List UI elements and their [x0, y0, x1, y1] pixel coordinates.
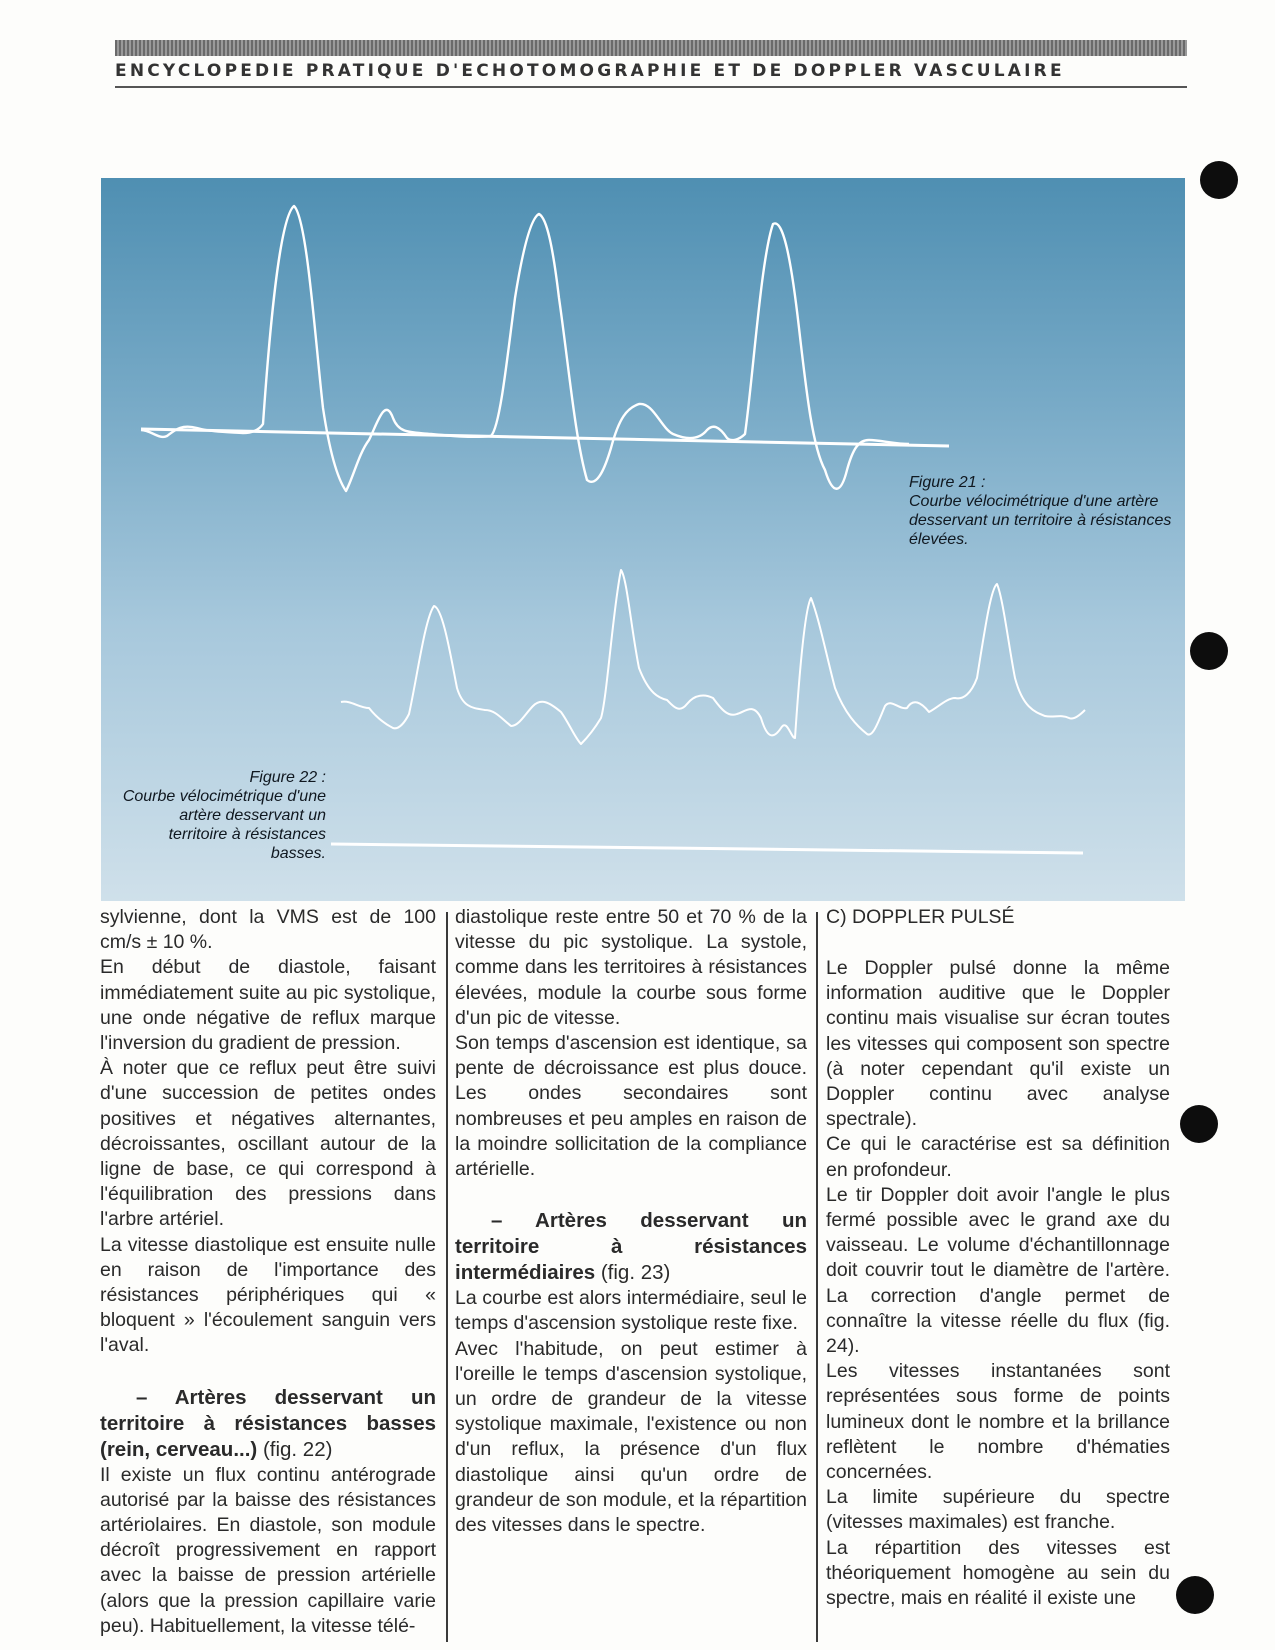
- figure-21-text: Courbe vélocimétrique d'une artère desservant un territoire à résistances élevées.: [909, 493, 1172, 548]
- punch-hole-2: [1190, 632, 1228, 670]
- col1-paragraph-5: Il existe un flux continu antérograde autorisé par la baisse des résistances artériolaires. En diastole, son module décroît progressivement en rapport avec la baisse de pression artérielle (alors que la pression capillaire varie peu). Habituellement, la vitesse télé-: [100, 1463, 436, 1637]
- col1-paragraph-1: sylvienne, dont la VMS est de 100 cm/s ± 10 %.: [100, 906, 436, 954]
- col2-subheading-text: – Artères desservant un territoire à résistances intermédiaires: [455, 1209, 807, 1285]
- text-column-3: [826, 905, 1170, 1611]
- fig21-curve: [141, 206, 909, 491]
- col1-paragraph-3: À noter que ce reflux peut être suivi d'une succession de petites ondes positives et négatives alternantes, décroissantes, oscillant autour de la ligne de base, ce qui correspond à l'équilibration des pressions dans l'arbre artériel.: [100, 1057, 436, 1231]
- fig22-curve: [341, 570, 1085, 744]
- col3-paragraph-2: Ce qui le caractérise est sa définition en profondeur.: [826, 1133, 1170, 1181]
- col2-paragraph-2: Son temps d'ascension est identique, sa pente de décroissance est plus douce. Les ondes secondaires sont nombreuses et peu amples en raison de la moindre sollicitation de la compliance artérielle.: [455, 1032, 807, 1181]
- col3-paragraph-5: La limite supérieure du spectre (vitesses maximales) est franche.: [826, 1486, 1170, 1534]
- punch-hole-4: [1176, 1576, 1214, 1614]
- column-rule-2: [816, 912, 818, 1642]
- col2-paragraph-4: Avec l'habitude, on peut estimer à l'oreille le temps d'ascension systolique, un ordre de grandeur de la vitesse systolique maximale, l'existence ou non d'un reflux, la présence d'un flux diastolique ainsi qu'un ordre de grandeur de son module, et la répartition des vitesses dans le spectre.: [455, 1337, 807, 1537]
- col1-subheading-ref: (fig. 22): [262, 1437, 333, 1461]
- col3-paragraph-4: Les vitesses instantanées sont représentées sous forme de points lumineux dont le nombre et la brillance reflètent le nombre d'hématies concernées.: [826, 1360, 1170, 1484]
- punch-hole-1: [1200, 161, 1238, 199]
- section-title-doppler-pulse: C) DOPPLER PULSÉ: [826, 906, 1015, 928]
- col3-paragraph-6: La répartition des vitesses est théoriquement homogène au sein du spectre, mais en réalité il existe une: [826, 1536, 1170, 1610]
- col2-subheading-ref: (fig. 23): [600, 1261, 671, 1285]
- figure-22-label: Figure 22 :: [249, 769, 326, 786]
- column-rule-1: [446, 912, 448, 1642]
- figure-21-caption: [909, 473, 1179, 549]
- col2-paragraph-3: La courbe est alors intermédiaire, seul le temps d'ascension systolique reste fixe.: [455, 1287, 807, 1335]
- running-header: ENCYCLOPEDIE PRATIQUE D'ECHOTOMOGRAPHIE ET DE DOPPLER VASCULAIRE: [115, 56, 1187, 88]
- col1-subheading: [100, 1385, 436, 1463]
- figure-21-label: Figure 21 :: [909, 474, 986, 491]
- figure-22-text: Courbe vélocimétrique d'une artère desservant un territoire à résistances basses.: [122, 788, 326, 862]
- col1-paragraph-4: La vitesse diastolique est ensuite nulle en raison de l'importance des résistances périphériques qui « bloquent » l'écoulement sanguin vers l'aval.: [100, 1233, 436, 1357]
- fig21-baseline: [141, 429, 949, 446]
- header-rule: [115, 40, 1187, 56]
- col1-paragraph-2: En début de diastole, faisant immédiatement suite au pic systolique, une onde négative de reflux marque l'inversion du gradient de pression.: [100, 956, 436, 1055]
- col3-paragraph-1: Le Doppler pulsé donne la même information auditive que le Doppler continu mais visualise sur écran toutes les vitesses qui composent son spectre (à noter cependant qu'il existe un Doppler continu avec analyse spectrale).: [826, 957, 1170, 1131]
- figure-22-caption: [118, 768, 326, 863]
- col2-subheading: [455, 1208, 807, 1286]
- text-column-1: [100, 905, 436, 1639]
- col1-subheading-text: – Artères desservant un territoire à résistances basses (rein, cerveau...): [100, 1385, 436, 1461]
- col2-paragraph-1: diastolique reste entre 50 et 70 % de la vitesse du pic systolique. La systole, comme dans les territoires à résistances élevées, module la courbe sous forme d'un pic de vitesse.: [455, 906, 807, 1029]
- col3-paragraph-3: Le tir Doppler doit avoir l'angle le plus fermé possible avec le grand axe du vaisseau. Le volume d'échantillonnage doit couvrir tout le diamètre de l'artère. La correction d'angle permet de connaître la vitesse réelle du flux (fig. 24).: [826, 1183, 1170, 1358]
- fig22-baseline: [331, 844, 1083, 853]
- punch-hole-3: [1180, 1105, 1218, 1143]
- figure-panel: [101, 178, 1185, 901]
- text-column-2: [455, 905, 807, 1538]
